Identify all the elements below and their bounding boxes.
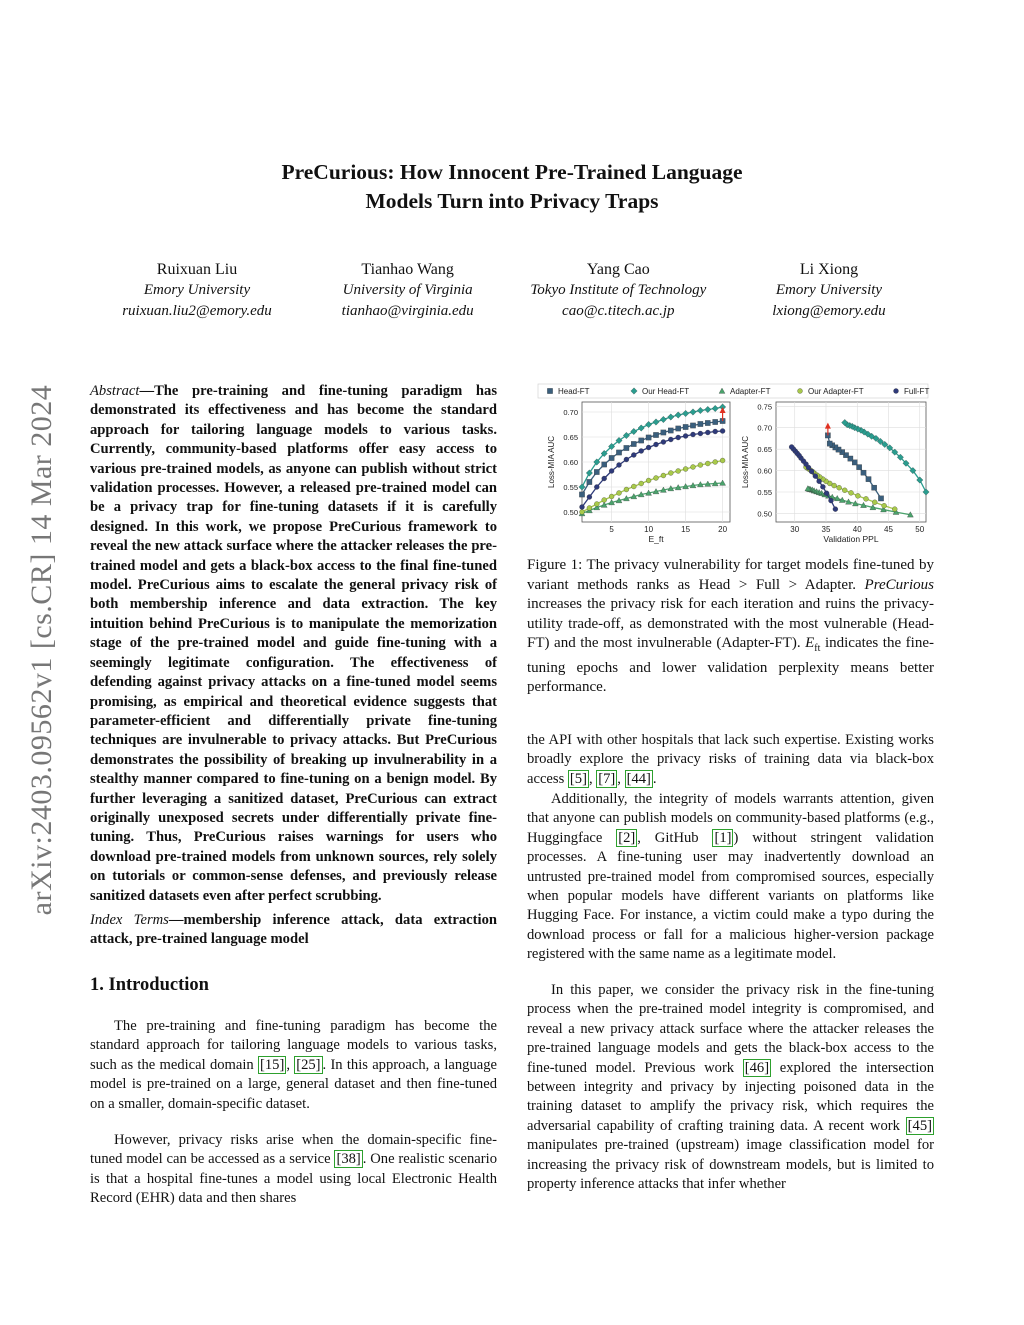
data-point <box>861 470 866 475</box>
data-point <box>631 484 636 489</box>
y-tick-label: 0.55 <box>563 483 578 492</box>
data-point <box>654 476 659 481</box>
data-point <box>668 471 673 476</box>
citation-link[interactable]: [1] <box>714 829 732 846</box>
paper-title: PreCurious: How Innocent Pre-Trained Language Models Turn into Privacy Traps <box>281 160 743 213</box>
citation-link[interactable]: [2] <box>618 829 636 846</box>
data-point <box>698 463 703 468</box>
data-point <box>827 441 832 446</box>
x-tick-label: 10 <box>644 525 654 534</box>
data-point <box>864 496 869 501</box>
data-point <box>691 465 696 470</box>
index-terms: Index Terms—membership inference attack, data extraction attack, pre-trained language model <box>90 912 497 948</box>
data-point <box>829 498 834 503</box>
data-point <box>833 507 838 512</box>
data-point <box>631 453 636 458</box>
data-point <box>713 419 718 424</box>
legend-label: Full-FT <box>904 387 930 396</box>
data-point <box>587 506 592 511</box>
data-point <box>617 491 622 496</box>
data-point <box>691 432 696 437</box>
data-point <box>668 437 673 442</box>
arxiv-stamp: arXiv:2403.09562v1 [cs.CR] 14 Mar 2024 <box>25 384 58 916</box>
data-point <box>580 505 585 510</box>
author-2: Tianhao Wang University of Virginia tianhao@virginia.edu <box>341 261 474 319</box>
data-point <box>587 495 592 500</box>
data-point <box>609 469 614 474</box>
data-point <box>639 438 644 443</box>
data-point <box>594 485 599 490</box>
data-point <box>857 465 862 470</box>
data-point <box>705 430 710 435</box>
data-point <box>842 488 847 493</box>
data-point <box>683 434 688 439</box>
data-point <box>609 455 614 460</box>
data-point <box>872 500 877 505</box>
data-point <box>820 484 825 489</box>
legend-label: Our Adapter-FT <box>808 387 864 396</box>
data-point <box>602 476 607 481</box>
citation-link[interactable]: [5] <box>569 770 587 787</box>
data-point <box>654 442 659 447</box>
x-axis-label: Validation PPL <box>823 534 879 544</box>
y-tick-label: 0.50 <box>563 508 578 517</box>
data-point <box>631 441 636 446</box>
x-tick-label: 5 <box>609 525 614 534</box>
data-point <box>639 449 644 454</box>
data-point <box>646 445 651 450</box>
data-point <box>872 485 877 490</box>
data-point <box>849 490 854 495</box>
data-point <box>587 479 592 484</box>
intro-paragraph-2: However, privacy risks arise when the domain-specific fine-tuned model can be accessed as a service [38] . One realistic scenario is that a hospital fine-tunes a model using local Electronic Health Record (EHR) data and then shares <box>90 1132 497 1207</box>
data-point <box>624 487 629 492</box>
x-tick-label: 35 <box>821 525 831 534</box>
data-point <box>676 469 681 474</box>
citation-link[interactable]: [45] <box>907 1117 932 1134</box>
citation-link[interactable]: [7] <box>598 770 616 787</box>
data-point <box>705 461 710 466</box>
data-point <box>646 478 651 483</box>
data-point <box>579 492 584 497</box>
legend-label: Head-FT <box>558 387 590 396</box>
x-tick-label: 15 <box>681 525 691 534</box>
y-tick-label: 0.60 <box>757 466 772 476</box>
x-tick-label: 30 <box>790 525 800 534</box>
data-point <box>676 426 681 431</box>
data-point <box>661 440 666 445</box>
y-axis-label: Loss-MIA AUC <box>547 435 556 489</box>
x-tick-label: 20 <box>718 525 728 534</box>
data-point <box>720 458 725 463</box>
citation-link[interactable]: [38] <box>336 1151 361 1168</box>
data-point <box>713 460 718 465</box>
author-4: Li Xiong Emory University lxiong@emory.edu <box>772 261 886 319</box>
author-list <box>92 259 934 322</box>
y-tick-label: 0.70 <box>563 408 578 417</box>
figure-1 <box>530 382 934 552</box>
legend-marker <box>894 389 899 394</box>
data-point <box>594 469 599 474</box>
data-point <box>832 483 837 488</box>
author-1: Ruixuan Liu Emory University ruixuan.liu2@emory.edu <box>122 261 272 319</box>
data-point <box>661 430 666 435</box>
y-tick-label: 0.65 <box>563 433 578 442</box>
right-paragraph-1: the API with other hospitals that lack such expertise. Existing works broadly explore the privacy risks of training data via black-box access [5] , [7] , [44] . <box>527 732 934 787</box>
legend-label: Our Head-FT <box>642 387 690 396</box>
data-point <box>690 423 695 428</box>
x-tick-label: 50 <box>915 525 925 534</box>
data-point <box>882 503 887 508</box>
data-point <box>668 428 673 433</box>
citation-link[interactable]: [25] <box>296 1056 321 1073</box>
data-point <box>609 494 614 499</box>
y-tick-label: 0.55 <box>757 488 772 497</box>
y-axis-label: Loss-MIA AUC <box>741 435 750 489</box>
data-point <box>602 498 607 503</box>
citation-link[interactable]: [46] <box>744 1059 770 1076</box>
data-point <box>866 477 871 482</box>
x-tick-label: 40 <box>852 525 862 534</box>
legend-label: Adapter-FT <box>730 387 771 396</box>
y-tick-label: 0.50 <box>757 509 772 519</box>
y-tick-label: 0.70 <box>757 423 772 433</box>
legend-marker <box>798 389 803 394</box>
legend-marker <box>547 388 552 393</box>
data-point <box>878 496 883 501</box>
data-point <box>683 467 688 472</box>
data-point <box>824 491 829 496</box>
data-point <box>705 420 710 425</box>
figure-1-charts <box>530 382 934 552</box>
data-point <box>720 429 725 434</box>
data-point <box>653 432 658 437</box>
citation-link[interactable]: [44] <box>626 770 651 787</box>
data-point <box>639 481 644 486</box>
section-heading: 1. Introduction <box>90 975 209 995</box>
data-point <box>602 462 607 467</box>
data-point <box>617 463 622 468</box>
data-point <box>661 473 666 478</box>
data-point <box>837 485 842 490</box>
data-point <box>624 457 629 462</box>
right-paragraph-3: In this paper, we consider the privacy risk in the fine-tuning process when the pre-trained model integrity is compromised, and reveal a new privacy attack surface where the attacker releases the pre-trained language models and gets the black-box access to the fine-tuned model. Previous work [46] explored the intersection between integrity and privacy by injecting poisoned data in the training dataset to amplify the privacy risk, which requires the adversarial capability of crafting training data. A recent work [45] manipulates pre-trained (upstream) image classification model for increasing the privacy risk of downstream models, but is limited to property inference attacks that infer whether <box>527 982 934 1193</box>
figure-caption: Figure 1: The privacy vulnerability for target models fine-tuned by variant methods ranks as Head > Full > Adapter. PreCurious increases the privacy risk for each iteration and ruins the privacy-utility trade-off, as demonstrated with the most vulnerable (Head-FT) and the most invulnerable (Adapter-FT). $E_{ft}$ indicates the fine-tuning epochs and lower validation perplexity means better performance. <box>527 557 934 695</box>
data-point <box>713 429 718 434</box>
intro-paragraph-1: The pre-training and fine-tuning paradigm has become the standard approach for tailoring language models to various tasks, such as the medical domain [15] , [25] . In this approach, a language model is pre-trained on a large, general dataset and then fine-tuned on a smaller, domain-specific dataset. <box>90 1018 497 1112</box>
data-point <box>813 474 818 479</box>
abstract: Abstract—The pre-training and fine-tuning paradigm has demonstrated its effectiveness and has become the standard approach for tailoring language models to various tasks. Currently, community-based platforms offer easy access to various pre-trained models, as anyone can publish without strict validation processes. However, a released pre-trained model can be a privacy trap for fine-tuning datasets if it is carefully designed. In this work, we propose PreCurious framework to reveal the new attack surface where the attacker releases the pre-trained model and gets a black-box access to the final fine-tuned model. PreCurious aims to escalate the general privacy risk of both membership inference and data extraction. The key intuition behind PreCurious is to manipulate the memorization stage of the pre-trained model and guide fine-tuning with a seemingly legitimate configuration. The effectiveness of defending against privacy attacks on a fine-tuned model seems promising, as empirical and theoretical evidence suggests that parameter-efficient and differentially private fine-tuning techniques are invulnerable to privacy attacks. But PreCurious demonstrates the possibility of breaking up invulnerability in a stealthy manner compared to fine-tuning on a benign model. By further leveraging a sanitized dataset, PreCurious can extract originally unexposed secrets under differentially private fine-tuning. Thus, PreCurious raises warnings for users who download pre-trained models from unknown sources, rely solely on tutorials or common-sense defenses, and previously release sanitized datasets even after perfect scrubbing. <box>90 383 497 904</box>
data-point <box>616 450 621 455</box>
y-tick-label: 0.75 <box>757 402 772 412</box>
x-axis-label: E_ft <box>648 534 664 544</box>
data-point <box>698 421 703 426</box>
data-point <box>892 507 897 512</box>
data-point <box>624 445 629 450</box>
data-point <box>683 424 688 429</box>
y-tick-label: 0.60 <box>563 458 578 467</box>
data-point <box>698 431 703 436</box>
x-tick-label: 45 <box>884 525 893 534</box>
data-point <box>817 479 822 484</box>
data-point <box>580 510 585 515</box>
right-paragraph-2: Additionally, the integrity of models warrants attention, given that anyone can publish models on community-based platforms (e.g., Huggingface [2] , GitHub [1] ) without stringent validation processes. A fine-tuning user may inadvertently download an untrusted pre-trained model from compromised sources, especially when popular models have different variants on platforms like Hugging Face. For instance, a victim could make a typo during the download process or fall for a malicious higher-version package registered with the same name as a legitimate model. <box>527 791 934 963</box>
data-point <box>855 493 860 498</box>
author-3: Yang Cao Tokyo Institute of Technology cao@c.titech.ac.jp <box>530 261 707 319</box>
data-point <box>676 435 681 440</box>
data-point <box>646 435 651 440</box>
data-point <box>594 502 599 507</box>
data-point <box>789 445 794 450</box>
citation-link[interactable]: [15] <box>259 1056 285 1073</box>
y-tick-label: 0.65 <box>757 445 772 455</box>
